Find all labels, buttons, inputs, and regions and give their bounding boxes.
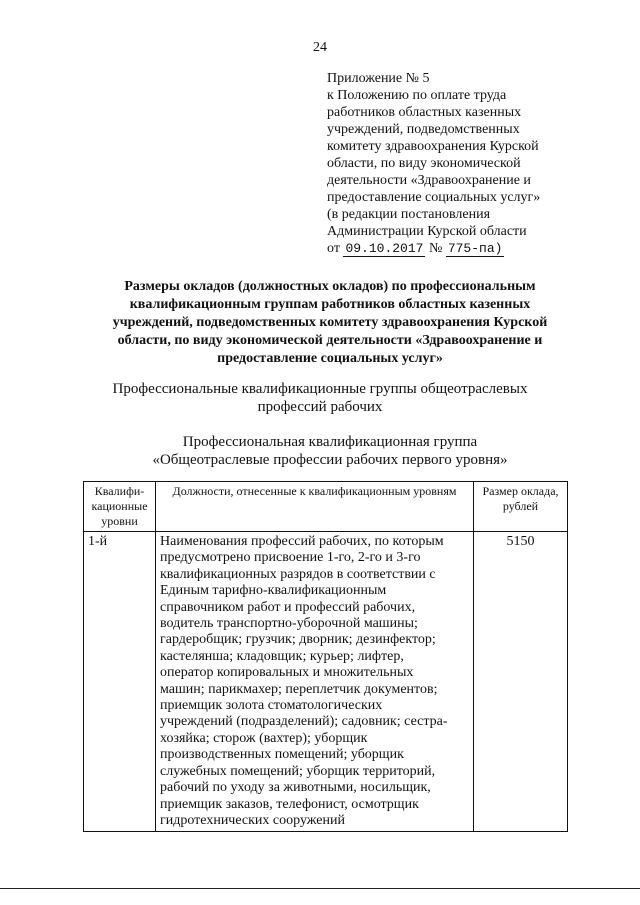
description-line: кастелянша; кладовщик; курьер; лифтер,: [160, 648, 404, 664]
description-line: хозяйка; сторож (вахтер); уборщик: [160, 730, 368, 746]
description-line: гидротехнических сооружений: [160, 812, 345, 828]
table-header-row: [84, 482, 568, 532]
date-prefix: от: [327, 241, 340, 256]
header-level-line: кационные: [91, 499, 148, 513]
group-title-line: Профессиональная квалификационная группа: [182, 434, 478, 450]
scan-edge-divider: [0, 888, 640, 889]
appendix-line: Приложение № 5: [327, 71, 430, 86]
subtitle-line: профессий рабочих: [257, 399, 383, 415]
group-title: [100, 433, 560, 469]
description-line: водитель транспортно-уборочной машины;: [160, 616, 418, 632]
salary-table: [83, 481, 568, 832]
header-level-line: уровни: [101, 514, 138, 528]
section-subtitle: [90, 380, 550, 416]
description-line: рабочий по уходу за животными, носильщик,: [160, 780, 431, 796]
resolution-number: 775-па): [447, 241, 503, 256]
header-positions: Должности, отнесенные к квалификационным уровням: [156, 482, 474, 532]
appendix-line: области, по виду экономической: [327, 156, 521, 171]
description-cell: [156, 532, 474, 832]
description-line: приемщик золота стоматологических: [160, 698, 383, 714]
salary-cell: 5150: [474, 532, 568, 832]
description-line: оператор копировальных и множительных: [160, 665, 414, 681]
description-line: производственных помещений; уборщик: [160, 747, 404, 763]
title-line: квалификационным группам работников областных казенных: [129, 297, 531, 312]
appendix-line: комитету здравоохранения Курской: [327, 139, 539, 154]
appendix-line: (в редакции постановления: [327, 207, 491, 222]
appendix-block: [327, 70, 627, 257]
description-line: Единым тарифно-квалификационным: [160, 583, 387, 599]
description-line: приемщик заказов, телефонист, осмотрщик: [160, 796, 419, 812]
appendix-line: деятельности «Здравоохранение и: [327, 173, 531, 188]
group-title-line: «Общеотраслевые профессии рабочих первого уровня»: [152, 452, 508, 468]
header-level: [84, 482, 156, 532]
header-salary-line: Размер оклада,: [482, 484, 559, 498]
description-line: Наименования профессий рабочих, по которым: [160, 534, 444, 549]
resolution-date: 09.10.2017: [345, 241, 424, 256]
header-salary-line: рублей: [502, 499, 539, 513]
description-line: предусмотрено присвоение 1-го, 2-го и 3-го: [160, 550, 421, 566]
title-line: Размеры окладов (должностных окладов) по профессиональным: [124, 279, 536, 294]
title-line: области, по виду экономической деятельности «Здравоохранение и: [117, 333, 543, 348]
description-line: учреждений (подразделений); садовник; сестра-: [160, 714, 448, 730]
title-line: учреждений, подведомственных комитету здравоохранения Курской: [112, 315, 548, 330]
appendix-line: Администрации Курской области: [327, 224, 527, 239]
appendix-date-line: [327, 240, 627, 257]
appendix-line: учреждений, подведомственных: [327, 122, 520, 137]
level-cell: 1-й: [84, 532, 156, 832]
subtitle-line: Профессиональные квалификационные группы общеотраслевых: [112, 381, 528, 397]
appendix-line: предоставление социальных услуг»: [327, 190, 541, 205]
number-prefix: №: [428, 241, 443, 256]
table-row: [84, 532, 568, 832]
description-line: служебных помещений; уборщик территорий,: [160, 763, 436, 779]
appendix-line: работников областных казенных: [327, 105, 522, 120]
description-line: справочником работ и профессий рабочих,: [160, 599, 416, 615]
description-line: гардеробщик; грузчик; дворник; дезинфектор;: [160, 632, 436, 648]
page-number: 24: [313, 40, 327, 55]
description-line: машин; парикмахер; переплетчик документов;: [160, 681, 438, 697]
header-level-line: Квалифи-: [94, 484, 145, 498]
appendix-line: к Положению по оплате труда: [327, 88, 507, 103]
description-line: квалификационных разрядов в соответствии с: [160, 566, 436, 582]
title-line: предоставление социальных услуг»: [217, 351, 443, 366]
document-title: [90, 278, 570, 368]
header-salary: [474, 482, 568, 532]
